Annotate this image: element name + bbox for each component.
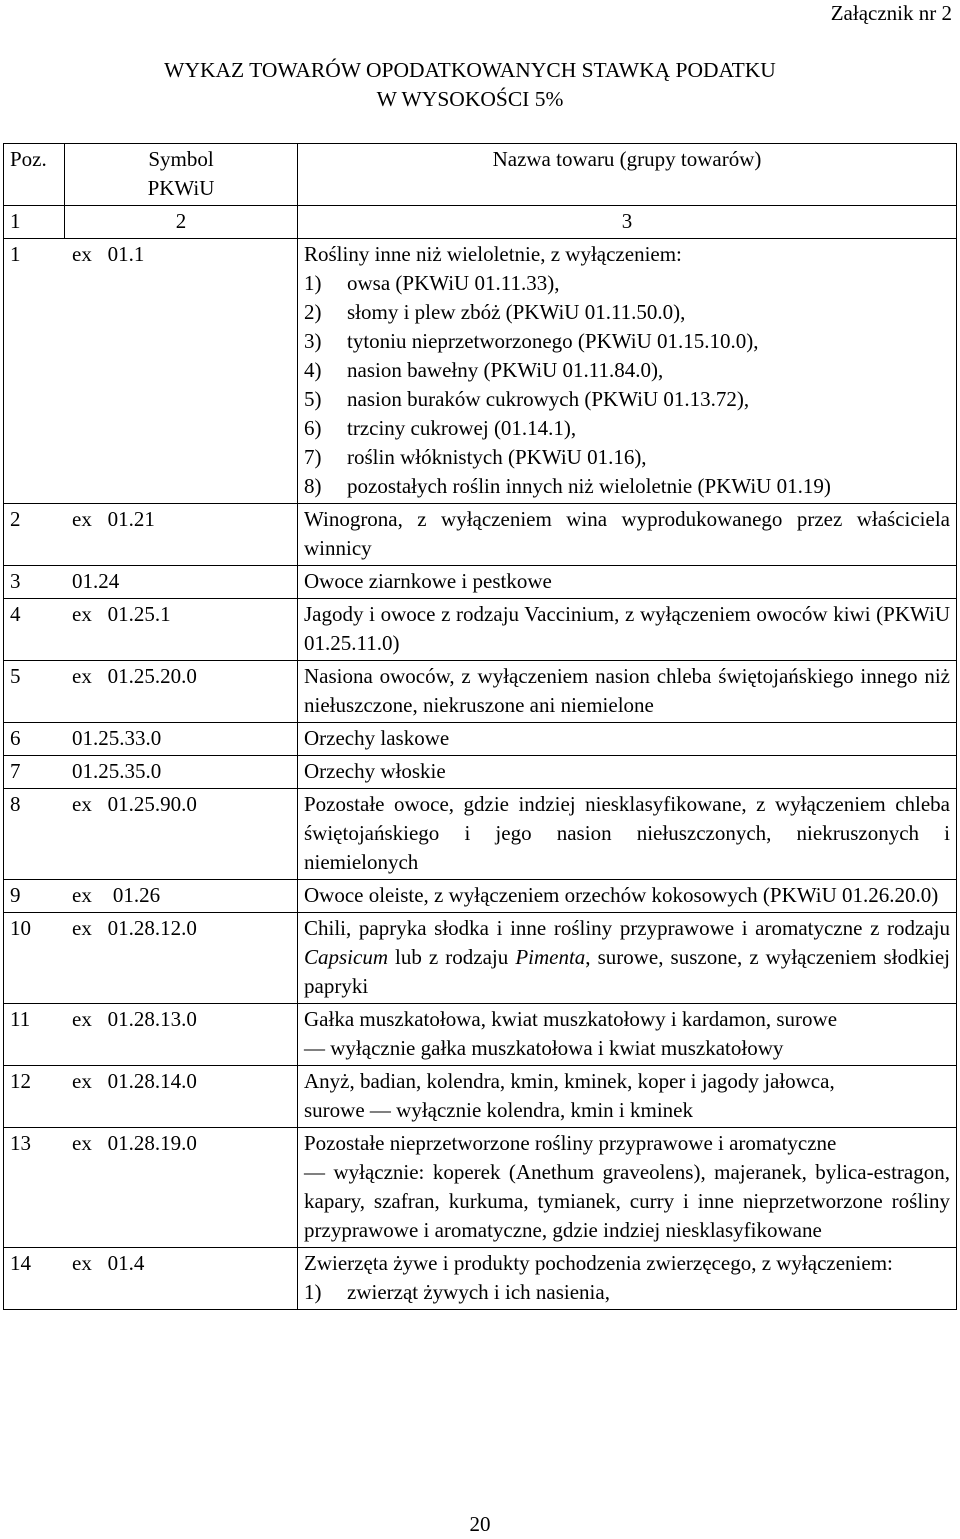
title-line-2: W WYSOKOŚCI 5% xyxy=(376,87,564,111)
table-row xyxy=(4,1004,957,1066)
row-poz: 11 xyxy=(10,1007,31,1031)
genus-capsicum: Capsicum xyxy=(304,945,388,969)
row-name: Jagody i owoce z rodzaju Vaccinium, z wyłączeniem owoców kiwi (PKWiU 01.25.11.0) xyxy=(298,599,957,661)
header-symbol-line1: Symbol xyxy=(148,147,214,171)
row-id-cell xyxy=(4,1004,298,1066)
header-symbol xyxy=(65,144,298,206)
row-symbol: ex 01.28.14.0 xyxy=(72,1069,197,1093)
table-row xyxy=(4,504,957,566)
table-row xyxy=(4,566,957,599)
list-item: 5) nasion buraków cukrowych (PKWiU 01.13.72), xyxy=(304,387,750,411)
row-id-cell xyxy=(4,661,298,723)
row-symbol: ex 01.26 xyxy=(72,883,161,907)
row-id-cell xyxy=(4,756,298,789)
row-name: Winogrona, z wyłączeniem wina wyprodukowanego przez właściciela winnicy xyxy=(298,504,957,566)
row-symbol: ex 01.4 xyxy=(72,1251,145,1275)
row-id-cell xyxy=(4,1128,298,1248)
row-symbol: ex 01.28.12.0 xyxy=(72,916,197,940)
genus-pimenta: Pimenta xyxy=(515,945,586,969)
exclusions-list xyxy=(304,269,950,501)
table-row xyxy=(4,1248,957,1310)
table-row xyxy=(4,880,957,913)
row-poz: 13 xyxy=(10,1131,31,1155)
table-row xyxy=(4,723,957,756)
list-item: 8) pozostałych roślin innych niż wieloletnie (PKWiU 01.19) xyxy=(304,474,831,498)
row-symbol: ex 01.25.20.0 xyxy=(72,664,197,688)
row-poz: 1 xyxy=(10,242,21,266)
row-poz: 3 xyxy=(10,569,21,593)
row-name-cell xyxy=(298,1248,957,1310)
row-name: Owoce oleiste, z wyłączeniem orzechów kokosowych (PKWiU 01.26.20.0) xyxy=(298,880,957,913)
list-item: 7) roślin włóknistych (PKWiU 01.16), xyxy=(304,445,647,469)
row-id-cell xyxy=(4,1066,298,1128)
list-item: 2) słomy i plew zbóż (PKWiU 01.11.50.0), xyxy=(304,300,686,324)
row-symbol: 01.25.35.0 xyxy=(72,759,162,783)
goods-table xyxy=(3,143,957,1310)
page-number: 20 xyxy=(469,1512,491,1536)
document-title xyxy=(0,56,940,114)
row-symbol: ex 01.25.90.0 xyxy=(72,792,197,816)
row-name: Owoce ziarnkowe i pestkowe xyxy=(298,566,957,599)
row-id-cell xyxy=(4,1248,298,1310)
row-id-cell xyxy=(4,789,298,880)
row-id-cell xyxy=(4,504,298,566)
row-id-cell xyxy=(4,723,298,756)
title-line-1: WYKAZ TOWARÓW OPODATKOWANYCH STAWKĄ PODATKU xyxy=(164,58,776,82)
list-item: 6) trzciny cukrowej (01.14.1), xyxy=(304,416,577,440)
row-poz: 8 xyxy=(10,792,21,816)
row-name: Nasiona owoców, z wyłączeniem nasion chleba świętojańskiego innego niż niełuszczone, niekruszone ani niemielone xyxy=(298,661,957,723)
row-symbol: ex 01.21 xyxy=(72,507,155,531)
table-row xyxy=(4,599,957,661)
column-numbers-row xyxy=(4,206,957,239)
row-poz: 7 xyxy=(10,759,21,783)
annex-label: Załącznik nr 2 xyxy=(830,1,952,25)
row-name-cell xyxy=(298,239,957,504)
row-poz: 9 xyxy=(10,883,21,907)
row-poz: 6 xyxy=(10,726,21,750)
row-poz: 12 xyxy=(10,1069,31,1093)
table-row xyxy=(4,789,957,880)
row-poz: 5 xyxy=(10,664,21,688)
header-name: Nazwa towaru (grupy towarów) xyxy=(298,144,957,206)
table-row xyxy=(4,756,957,789)
row-id-cell xyxy=(4,239,298,504)
row-poz: 2 xyxy=(10,507,21,531)
row-poz: 4 xyxy=(10,602,21,626)
header-symbol-line2: PKWiU xyxy=(147,176,215,200)
row-name: Orzechy laskowe xyxy=(298,723,957,756)
list-item: 1) zwierząt żywych i ich nasienia, xyxy=(304,1280,610,1304)
colnum-3: 3 xyxy=(298,206,957,239)
row-id-cell xyxy=(4,913,298,1004)
list-item: 1) owsa (PKWiU 01.11.33), xyxy=(304,271,560,295)
row-name: Rośliny inne niż wieloletnie, z wyłączeniem: xyxy=(304,242,682,266)
list-item: 4) nasion bawełny (PKWiU 01.11.84.0), xyxy=(304,358,664,382)
row-poz: 14 xyxy=(10,1251,31,1275)
row-symbol: ex 01.28.19.0 xyxy=(72,1131,197,1155)
header-poz: Poz. xyxy=(4,144,65,206)
row-symbol: 01.24 xyxy=(72,569,120,593)
row-id-cell xyxy=(4,566,298,599)
table-row xyxy=(4,661,957,723)
row-name: Orzechy włoskie xyxy=(298,756,957,789)
colnum-2: 2 xyxy=(65,206,298,239)
row-name: Zwierzęta żywe i produkty pochodzenia zwierzęcego, z wyłączeniem: xyxy=(304,1251,893,1275)
table-row xyxy=(4,239,957,504)
row-name: Pozostałe owoce, gdzie indziej niesklasyfikowane, z wyłączeniem chleba świętojańskiego i jego nasion niełuszczonych, niekruszonych i niemielonych xyxy=(298,789,957,880)
table-row xyxy=(4,1066,957,1128)
row-name: Gałka muszkatołowa, kwiat muszkatołowy i kardamon, surowe — wyłącznie gałka muszkatołowa i kwiat muszkatołowy xyxy=(298,1004,957,1066)
row-name: Anyż, badian, kolendra, kmin, kminek, koper i jagody jałowca, surowe — wyłącznie kolendra, kmin i kminek xyxy=(298,1066,957,1128)
row-id-cell xyxy=(4,599,298,661)
row-name: Pozostałe nieprzetworzone rośliny przyprawowe i aromatyczne — wyłącznie: koperek (Anethum graveolens), majeranek, bylica-estragon, kapary, szafran, kurkuma, tymianek, curry i inne nieprzetworzone rośliny przyprawowe i aromatyczne, gdzie indziej niesklasyfikowane xyxy=(298,1128,957,1248)
exclusions-list xyxy=(304,1278,950,1307)
row-symbol: ex 01.25.1 xyxy=(72,602,171,626)
colnum-1: 1 xyxy=(4,206,65,239)
table-header-row xyxy=(4,144,957,206)
row-symbol: ex 01.28.13.0 xyxy=(72,1007,197,1031)
table-row xyxy=(4,1128,957,1248)
row-symbol: ex 01.1 xyxy=(72,242,145,266)
table-row xyxy=(4,913,957,1004)
row-poz: 10 xyxy=(10,916,31,940)
list-item: 3) tytoniu nieprzetworzonego (PKWiU 01.15.10.0), xyxy=(304,329,759,353)
row-symbol: 01.25.33.0 xyxy=(72,726,162,750)
row-id-cell xyxy=(4,880,298,913)
row-name: Chili, papryka słodka i inne rośliny przyprawowe i aromatyczne z rodzaju Capsicum lub z rodzaju Pimenta, surowe, suszone, z wyłączeniem słodkiej papryki xyxy=(298,913,957,1004)
